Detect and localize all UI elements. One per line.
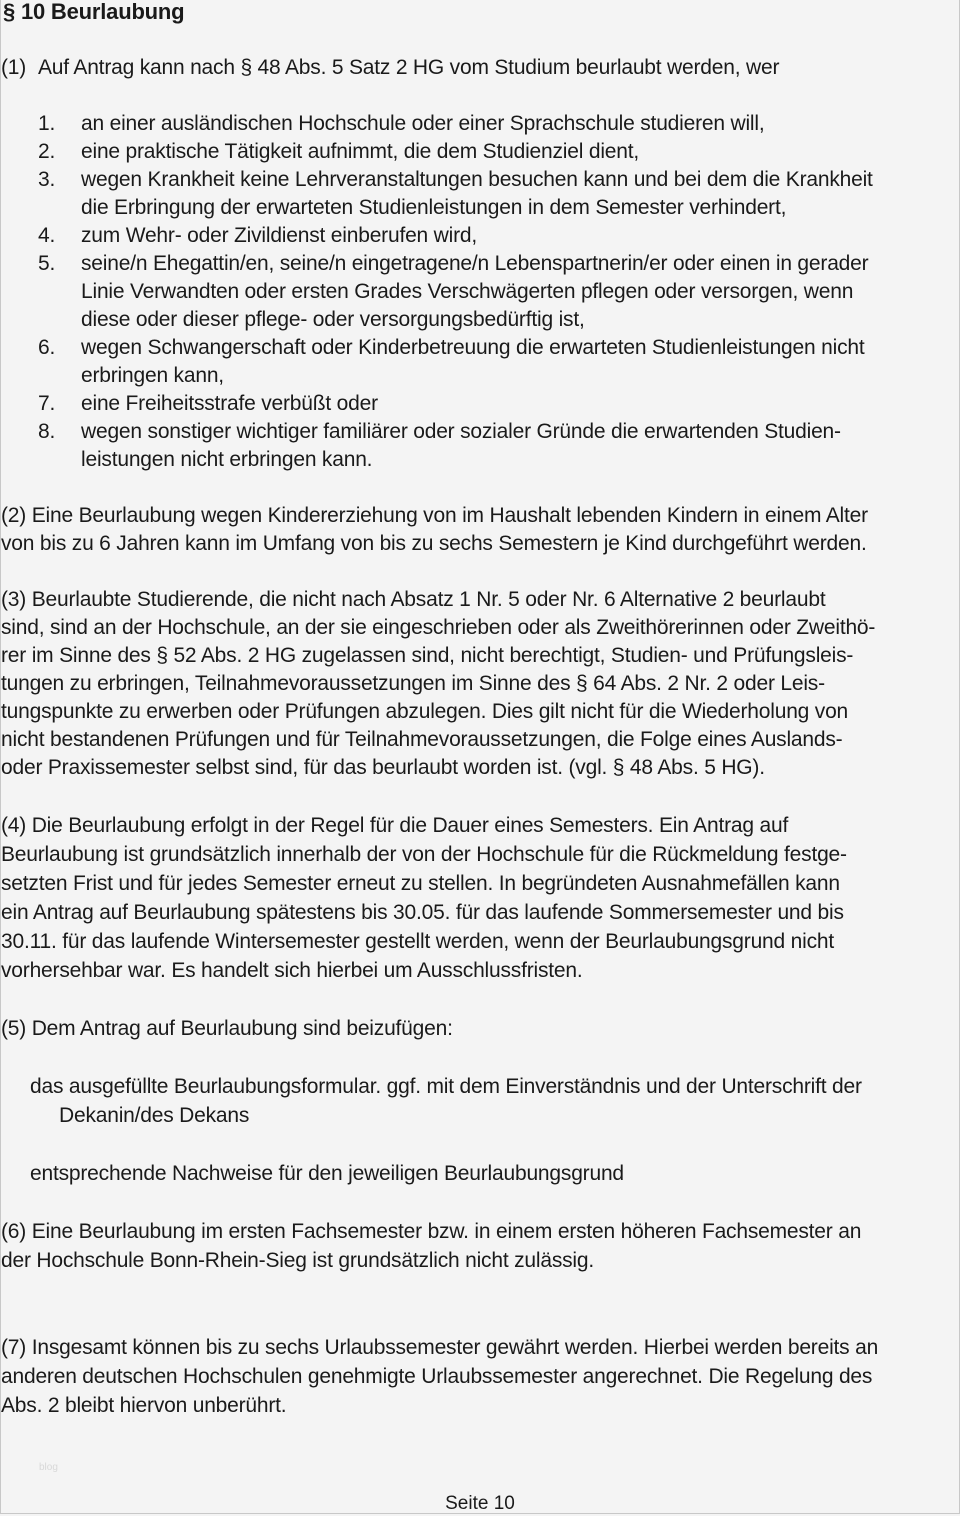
- paragraph-4-line: ein Antrag auf Beurlaubung spätestens bis 30.05. für das laufende Sommersemester und bis: [1, 901, 844, 924]
- paragraph-3-line: tungen zu erbringen, Teilnahmevoraussetzungen im Sinne des § 64 Abs. 2 Nr. 2 oder Leis-: [1, 672, 825, 695]
- paragraph-4-line: vorhersehbar war. Es handelt sich hierbei um Ausschlussfristen.: [1, 959, 583, 982]
- paragraph-7-line: (7) Insgesamt können bis zu sechs Urlaubssemester gewährt werden. Hierbei werden bereits an: [1, 1336, 879, 1359]
- list-item: an einer ausländischen Hochschule oder einer Sprachschule studieren will,: [81, 112, 765, 135]
- attachment-item: entsprechende Nachweise für den jeweiligen Beurlaubungsgrund: [30, 1162, 624, 1185]
- list-item-number: 3.: [38, 168, 56, 191]
- paragraph-4-line: Beurlaubung ist grundsätzlich innerhalb der von der Hochschule für die Rückmeldung festge-: [1, 843, 847, 866]
- list-item-continued: erbringen kann,: [81, 364, 224, 387]
- paragraph-6-line: der Hochschule Bonn-Rhein-Sieg ist grundsätzlich nicht zulässig.: [1, 1249, 595, 1272]
- paragraph-3-line: rer im Sinne des § 52 Abs. 2 HG zugelassen sind, nicht berechtigt, Studien- und Prüfungsleis-: [1, 644, 854, 667]
- list-item: eine Freiheitsstrafe verbüßt oder: [81, 392, 378, 415]
- paragraph-7-line: anderen deutschen Hochschulen genehmigte Urlaubssemester angerechnet. Die Regelung des: [1, 1365, 873, 1388]
- paragraph-3-line: nicht bestandenen Prüfungen und für Teilnahmevoraussetzungen, die Folge eines Auslands-: [1, 728, 843, 751]
- list-item-number: 2.: [38, 140, 56, 163]
- paragraph-2-line: von bis zu 6 Jahren kann im Umfang von bis zu sechs Semestern je Kind durchgeführt werden.: [1, 532, 867, 555]
- paragraph-3-line: oder Praxissemester selbst sind, für das beurlaubt worden ist. (vgl. § 48 Abs. 5 HG).: [1, 756, 765, 779]
- paragraph-2-line: (2) Eine Beurlaubung wegen Kindererziehung von im Haushalt lebenden Kindern in einem Alter: [1, 504, 868, 527]
- list-item: eine praktische Tätigkeit aufnimmt, die dem Studienziel dient,: [81, 140, 640, 163]
- paragraph-1-number: (1): [1, 56, 27, 79]
- page-footer: Seite 10: [445, 1493, 515, 1514]
- list-item-number: 1.: [38, 112, 56, 135]
- list-item: wegen Schwangerschaft oder Kinderbetreuung die erwarteten Studienleistungen nicht: [81, 336, 865, 359]
- list-item: seine/n Ehegattin/en, seine/n eingetragene/n Lebenspartnerin/er oder einen in gerader: [81, 252, 869, 275]
- paragraph-3-line: tungspunkte zu erwerben oder Prüfungen abzulegen. Dies gilt nicht für die Wiederholung von: [1, 700, 849, 723]
- paragraph-6-line: (6) Eine Beurlaubung im ersten Fachsemester bzw. in einem ersten höheren Fachsemester an: [1, 1220, 862, 1243]
- paragraph-7-line: Abs. 2 bleibt hiervon unberührt.: [1, 1394, 287, 1417]
- section-title: § 10 Beurlaubung: [3, 0, 185, 24]
- list-item-continued: leistungen nicht erbringen kann.: [81, 448, 373, 471]
- paragraph-3-line: (3) Beurlaubte Studierende, die nicht nach Absatz 1 Nr. 5 oder Nr. 6 Alternative 2 beurlaubt: [1, 588, 826, 611]
- list-item-continued: die Erbringung der erwarteten Studienleistungen in dem Semester verhindert,: [81, 196, 787, 219]
- list-item: zum Wehr- oder Zivildienst einberufen wird,: [81, 224, 478, 247]
- list-item-continued: Linie Verwandten oder ersten Grades Verschwägerten pflegen oder versorgen, wenn: [81, 280, 854, 303]
- paragraph-1-intro: Auf Antrag kann nach § 48 Abs. 5 Satz 2 HG vom Studium beurlaubt werden, wer: [38, 56, 780, 79]
- paragraph-4-line: (4) Die Beurlaubung erfolgt in der Regel für die Dauer eines Semesters. Ein Antrag auf: [1, 814, 789, 837]
- list-item: wegen sonstiger wichtiger familiärer oder sozialer Gründe die erwartenden Studien-: [81, 420, 841, 443]
- list-item-number: 7.: [38, 392, 56, 415]
- paragraph-4-line: 30.11. für das laufende Wintersemester gestellt werden, wenn der Beurlaubungsgrund nicht: [1, 930, 835, 953]
- paragraph-4-line: setzten Frist und für jedes Semester erneut zu stellen. In begründeten Ausnahmefällen kann: [1, 872, 840, 895]
- attachment-item-continued: Dekanin/des Dekans: [59, 1104, 250, 1127]
- list-item-number: 8.: [38, 420, 56, 443]
- watermark: blog: [39, 1462, 58, 1473]
- list-item-number: 5.: [38, 252, 56, 275]
- list-item-continued: diese oder dieser pflege- oder versorgungsbedürftig ist,: [81, 308, 585, 331]
- paragraph-5-intro: (5) Dem Antrag auf Beurlaubung sind beizufügen:: [1, 1017, 453, 1040]
- attachment-item: das ausgefüllte Beurlaubungsformular. ggf. mit dem Einverständnis und der Unterschrift der: [30, 1075, 862, 1098]
- list-item: wegen Krankheit keine Lehrveranstaltungen besuchen kann und bei dem die Krankheit: [81, 168, 873, 191]
- list-item-number: 6.: [38, 336, 56, 359]
- paragraph-3-line: sind, sind an der Hochschule, an der sie eingeschrieben oder als Zweithörerinnen oder Zweithö-: [1, 616, 876, 639]
- list-item-number: 4.: [38, 224, 56, 247]
